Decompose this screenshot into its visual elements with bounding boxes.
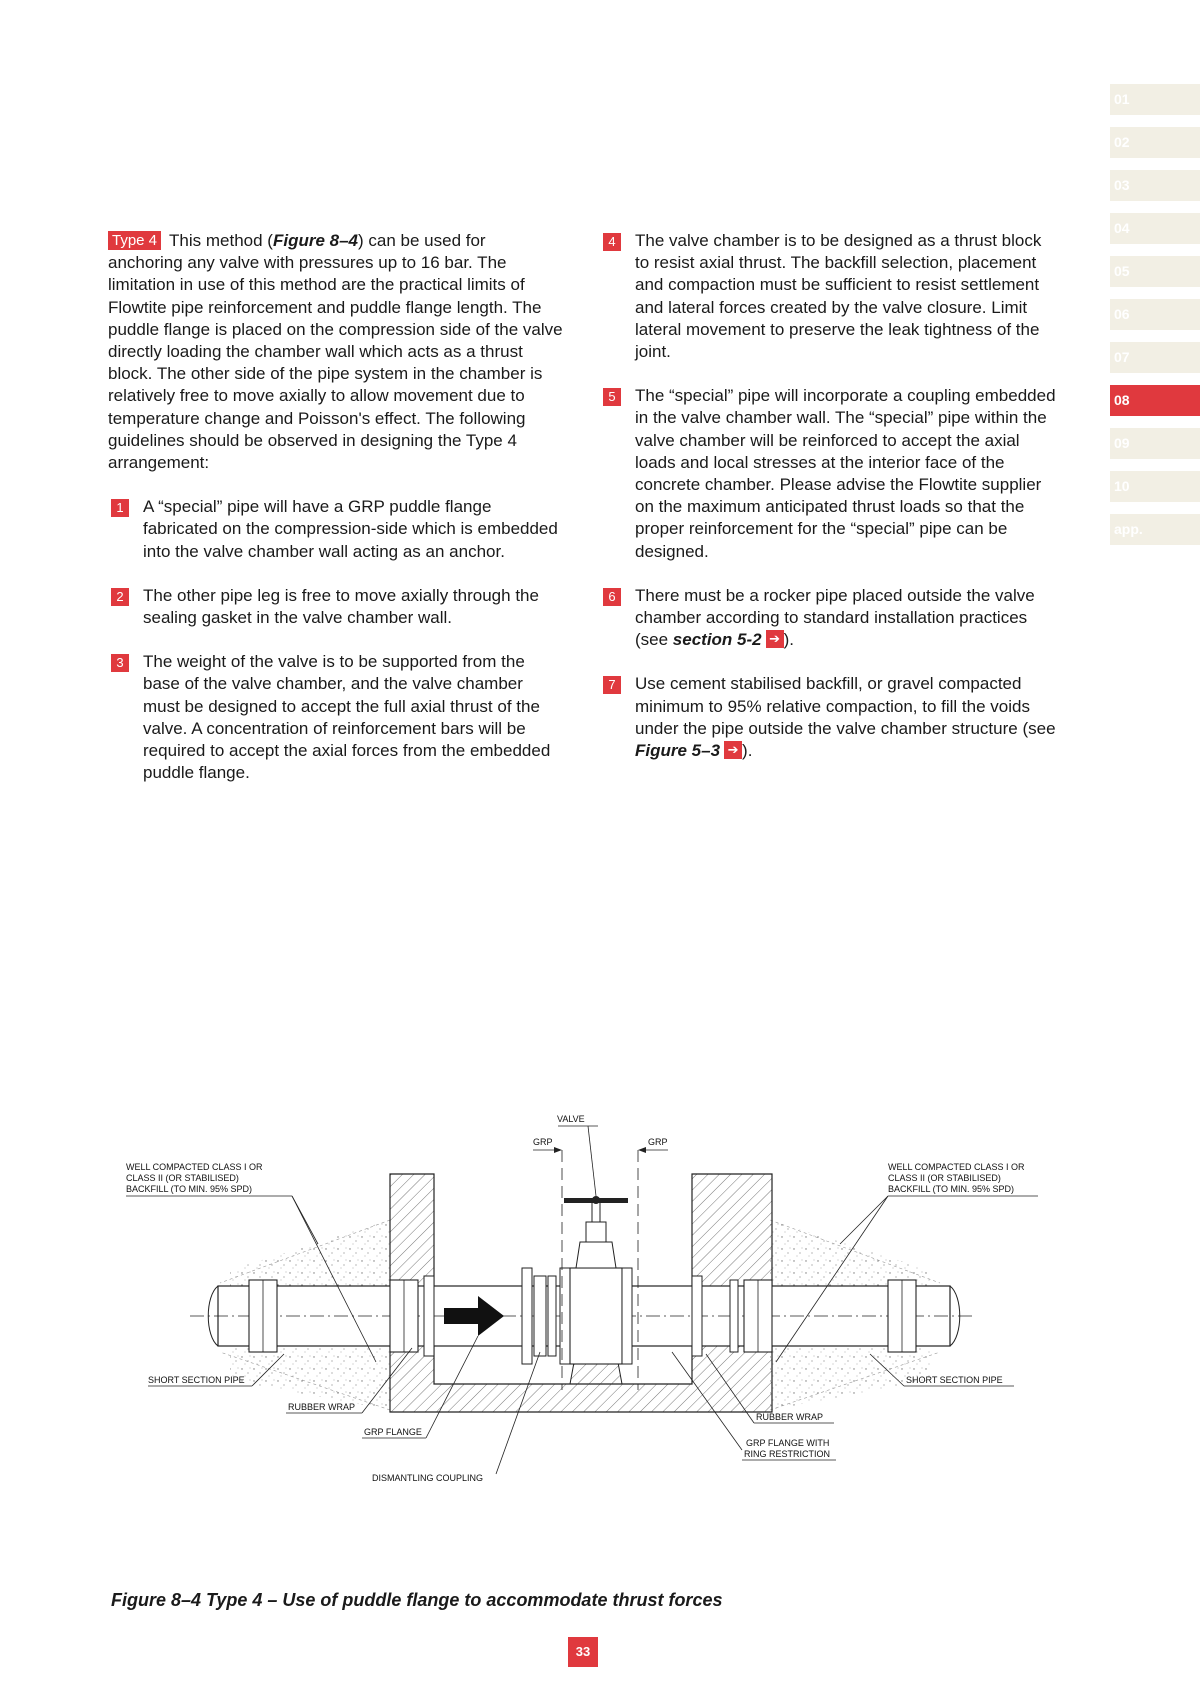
section-reference-link[interactable]: section 5-2 bbox=[672, 630, 762, 650]
backfill-label-left: WELL COMPACTED CLASS I OR CLASS II (OR STABILISED) BACKFILL (TO MIN. 95% SPD) bbox=[126, 1162, 263, 1194]
gate-valve bbox=[564, 1196, 632, 1364]
chapter-tab-04[interactable]: 04 bbox=[1110, 213, 1200, 244]
item-number-badge: 2 bbox=[111, 588, 129, 606]
arrow-right-icon[interactable]: ➔ bbox=[766, 630, 784, 648]
list-item-2 bbox=[108, 585, 563, 629]
item-number-badge: 7 bbox=[603, 676, 621, 694]
arrow-right-icon[interactable]: ➔ bbox=[724, 741, 742, 759]
chapter-tab-07[interactable]: 07 bbox=[1110, 342, 1200, 373]
list-item-3 bbox=[108, 651, 563, 784]
list-item-1 bbox=[108, 496, 563, 563]
chapter-tab-06[interactable]: 06 bbox=[1110, 299, 1200, 330]
chapter-tabs bbox=[1110, 84, 1200, 557]
rubber-wrap-label-right: RUBBER WRAP bbox=[756, 1412, 824, 1422]
item-number-badge: 4 bbox=[603, 233, 621, 251]
valve-chamber-diagram bbox=[0, 1090, 1200, 1510]
rubber-wrap-label-left: RUBBER WRAP bbox=[288, 1402, 356, 1412]
item-text-end: ). bbox=[783, 630, 794, 650]
item-text: The “special” pipe will incorporate a coupling embedded in the valve chamber wall. The “special” pipe within the valve chamber will be reinforced to accept the axial loads and local stresses at the interior face of the concrete chamber. Please advise the Flowtite supplier on the maximum anticipated thrust loads so that the proper reinforcement for the “special” pipe can be designed. bbox=[635, 386, 1056, 561]
intro-paragraph bbox=[108, 230, 563, 474]
dismantling-coupling-label: DISMANTLING COUPLING bbox=[372, 1473, 484, 1483]
list-item-5 bbox=[600, 385, 1060, 563]
item-number-badge: 3 bbox=[111, 654, 129, 672]
intro-text-2: ) can be used for anchoring any valve with pressures up to 16 bar. The limitation in use of this method are the practical limits of Flowtite pipe reinforcement and puddle flange length. The puddle flange is placed on the compression side of the valve directly loading the chamber wall which acts as a thrust block. The other side of the pipe system in the chamber is relatively free to move axially to allow movement due to temperature change and Poisson's effect. The following guidelines should be observed in designing the Type 4 arrangement: bbox=[108, 231, 563, 473]
item-number-badge: 5 bbox=[603, 388, 621, 406]
figure-reference-link[interactable]: Figure 8–4 bbox=[272, 231, 359, 250]
page-number-badge: 33 bbox=[568, 1637, 598, 1667]
figure-reference-link[interactable]: Figure 5–3 bbox=[635, 741, 721, 761]
type-badge: Type 4 bbox=[108, 231, 161, 250]
chapter-tab-02[interactable]: 02 bbox=[1110, 127, 1200, 158]
item-text: Use cement stabilised backfill, or gravel compacted minimum to 95% relative compaction, to fill the voids under the pipe outside the valve chamber structure (see bbox=[635, 674, 1056, 738]
grp-label-right: GRP bbox=[648, 1137, 668, 1147]
chapter-tab-08[interactable]: 08 bbox=[1110, 385, 1200, 416]
grp-flange-label: GRP FLANGE bbox=[364, 1427, 422, 1437]
chapter-tab-10[interactable]: 10 bbox=[1110, 471, 1200, 502]
valve-label: VALVE bbox=[557, 1114, 585, 1124]
figure-caption: Figure 8–4 Type 4 – Use of puddle flange to accommodate thrust forces bbox=[111, 1590, 723, 1610]
chapter-tab-09[interactable]: 09 bbox=[1110, 428, 1200, 459]
right-column bbox=[600, 230, 1060, 784]
grp-flange-ring-label: GRP FLANGE WITH RING RESTRICTION bbox=[744, 1438, 831, 1459]
chapter-tab-01[interactable]: 01 bbox=[1110, 84, 1200, 115]
chapter-tab-app[interactable]: app. bbox=[1110, 514, 1200, 545]
list-item-7 bbox=[600, 673, 1060, 762]
item-text: The weight of the valve is to be supported from the base of the valve chamber, and the valve chamber must be designed to accept the full axial thrust of the valve. A concentration of reinforcement bars will be required to accept the axial forces from the embedded puddle flange. bbox=[143, 652, 551, 783]
item-number-badge: 6 bbox=[603, 588, 621, 606]
item-text: The other pipe leg is free to move axially through the sealing gasket in the valve chamber wall. bbox=[143, 585, 539, 628]
short-section-pipe-label-left: SHORT SECTION PIPE bbox=[148, 1375, 245, 1385]
chapter-tab-03[interactable]: 03 bbox=[1110, 170, 1200, 201]
item-text: The valve chamber is to be designed as a thrust block to resist axial thrust. The backfill selection, placement and compaction must be sufficient to resist settlement and lateral forces created by the valve closure. Limit lateral movement to preserve the leak tightness of the joint. bbox=[635, 231, 1042, 362]
backfill-label-right: WELL COMPACTED CLASS I OR CLASS II (OR STABILISED) BACKFILL (TO MIN. 95% SPD) bbox=[888, 1162, 1025, 1194]
list-item-6 bbox=[600, 585, 1060, 652]
item-text: There must be a rocker pipe placed outside the valve chamber according to standard installation practices (see bbox=[635, 585, 1035, 650]
item-text: A “special” pipe will have a GRP puddle flange fabricated on the compression-side which is embedded into the valve chamber wall acting as an anchor. bbox=[143, 497, 558, 561]
intro-text-1: This method ( bbox=[169, 231, 273, 250]
chapter-tab-05[interactable]: 05 bbox=[1110, 256, 1200, 287]
left-column bbox=[108, 230, 563, 806]
grp-label-left: GRP bbox=[533, 1137, 553, 1147]
short-section-pipe-label-right: SHORT SECTION PIPE bbox=[906, 1375, 1003, 1385]
item-text-end: ). bbox=[742, 741, 753, 761]
item-number-badge: 1 bbox=[111, 499, 129, 517]
list-item-4 bbox=[600, 230, 1060, 363]
